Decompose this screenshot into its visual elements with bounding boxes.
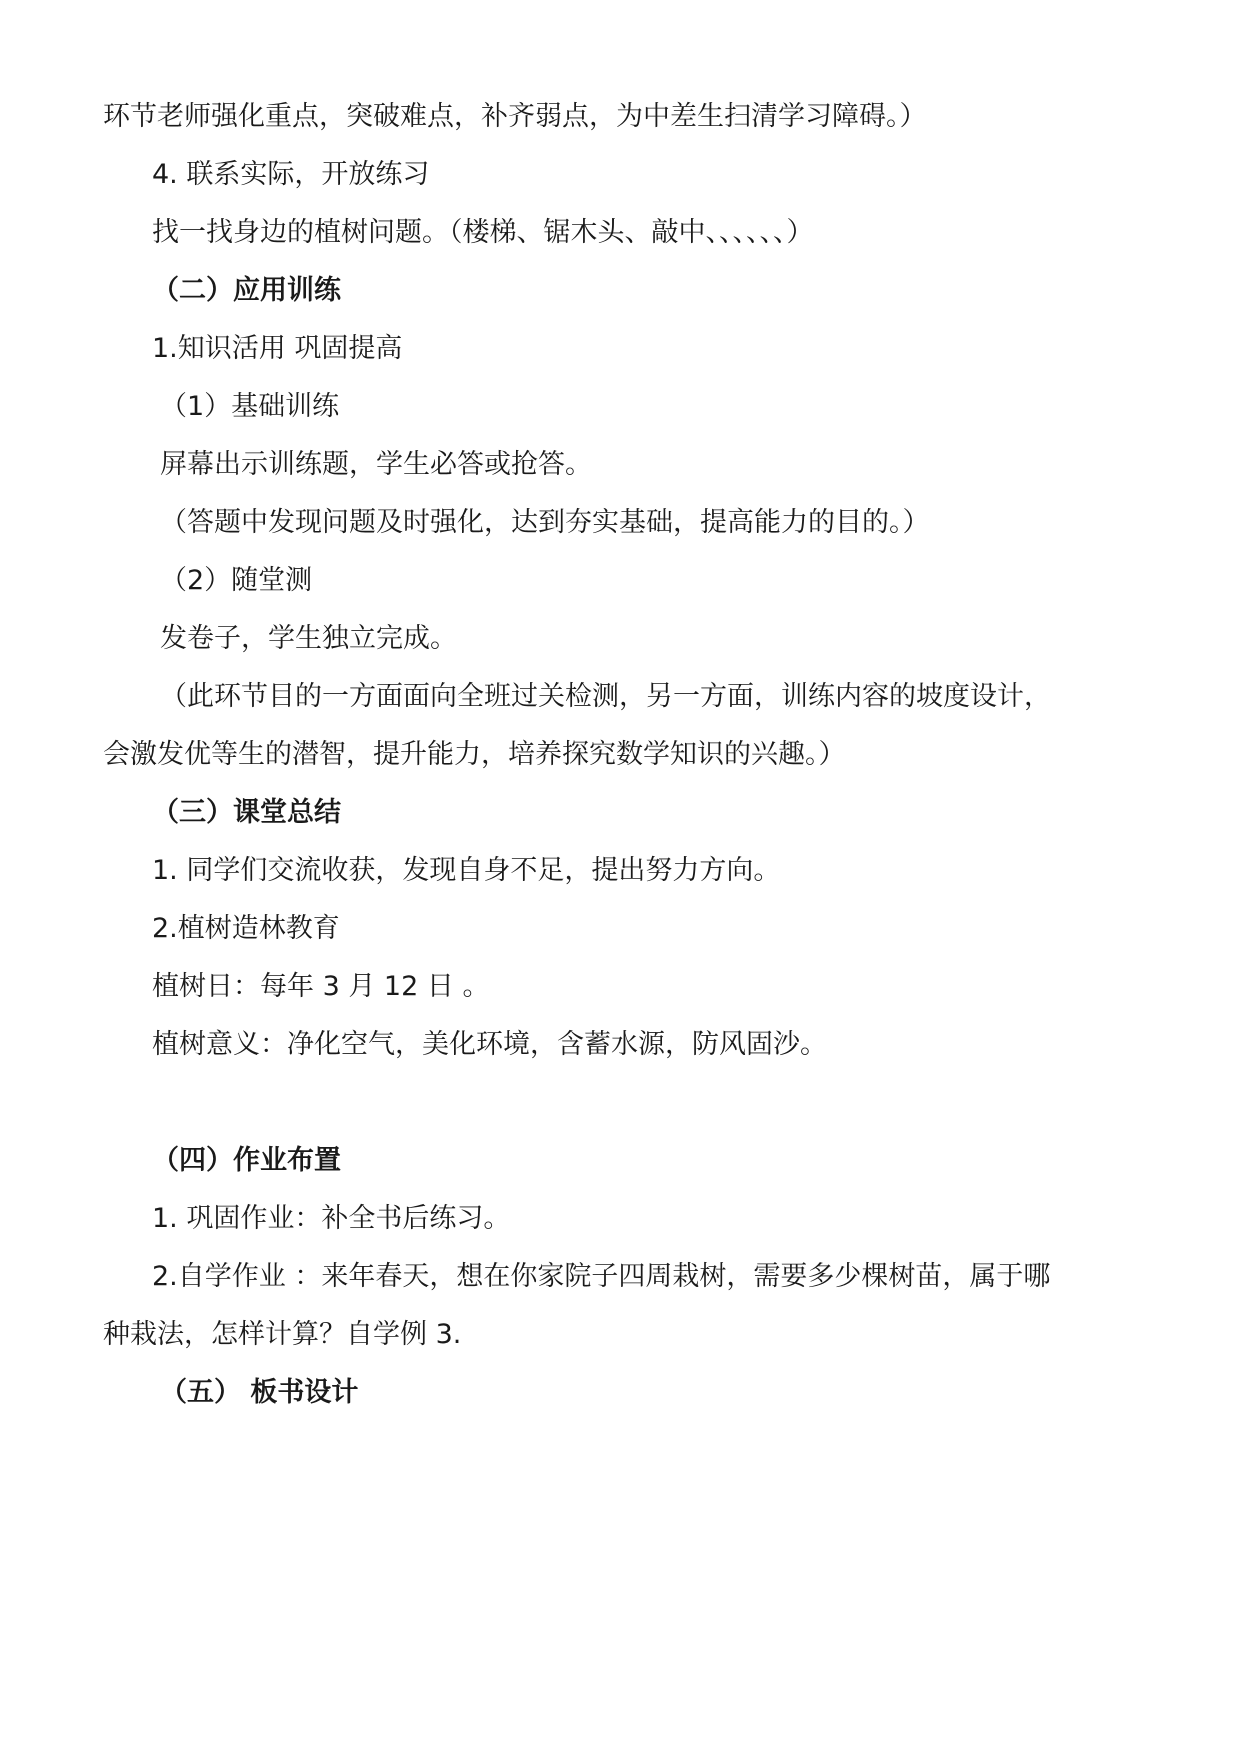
paragraph-line: 种栽法，怎样计算？自学例 3. <box>103 1319 462 1350</box>
list-item: 1.知识活用 巩固提高 <box>152 333 403 364</box>
section-heading: （四）作业布置 <box>152 1145 341 1176</box>
paragraph-line: 会激发优等生的潜智，提升能力，培养探究数学知识的兴趣。） <box>103 739 846 770</box>
list-item: 4. 联系实际，开放练习 <box>152 159 430 190</box>
list-item: 1. 巩固作业：补全书后练习。 <box>152 1203 511 1234</box>
list-item: 2.植树造林教育 <box>152 913 340 944</box>
paragraph-line: 发卷子，学生独立完成。 <box>160 623 457 654</box>
section-heading: （二）应用训练 <box>152 275 341 306</box>
paragraph-line: （答题中发现问题及时强化，达到夯实基础，提高能力的目的。） <box>160 507 930 538</box>
paragraph-line: （此环节目的一方面面向全班过关检测，另一方面，训练内容的坡度设计， <box>160 681 1051 712</box>
paragraph-line: 找一找身边的植树问题。（楼梯、锯木头、敲中、、、、、、） <box>152 217 814 248</box>
paragraph-line: 屏幕出示训练题，学生必答或抢答。 <box>160 449 592 480</box>
list-item: （2）随堂测 <box>160 565 313 596</box>
paragraph-line: 环节老师强化重点，突破难点，补齐弱点，为中差生扫清学习障碍。） <box>103 101 927 132</box>
list-item: （1）基础训练 <box>160 391 340 422</box>
paragraph-line: 植树日：每年 3 月 12 日 。 <box>152 971 490 1002</box>
list-item: 1. 同学们交流收获，发现自身不足，提出努力方向。 <box>152 855 781 886</box>
paragraph-line: 植树意义：净化空气，美化环境，含蓄水源，防风固沙。 <box>152 1029 827 1060</box>
list-item: 2.自学作业 ：来年春天，想在你家院子四周栽树，需要多少棵树苗，属于哪 <box>152 1261 1051 1292</box>
section-heading: （五） 板书设计 <box>160 1377 359 1408</box>
section-heading: （三）课堂总结 <box>152 797 341 828</box>
